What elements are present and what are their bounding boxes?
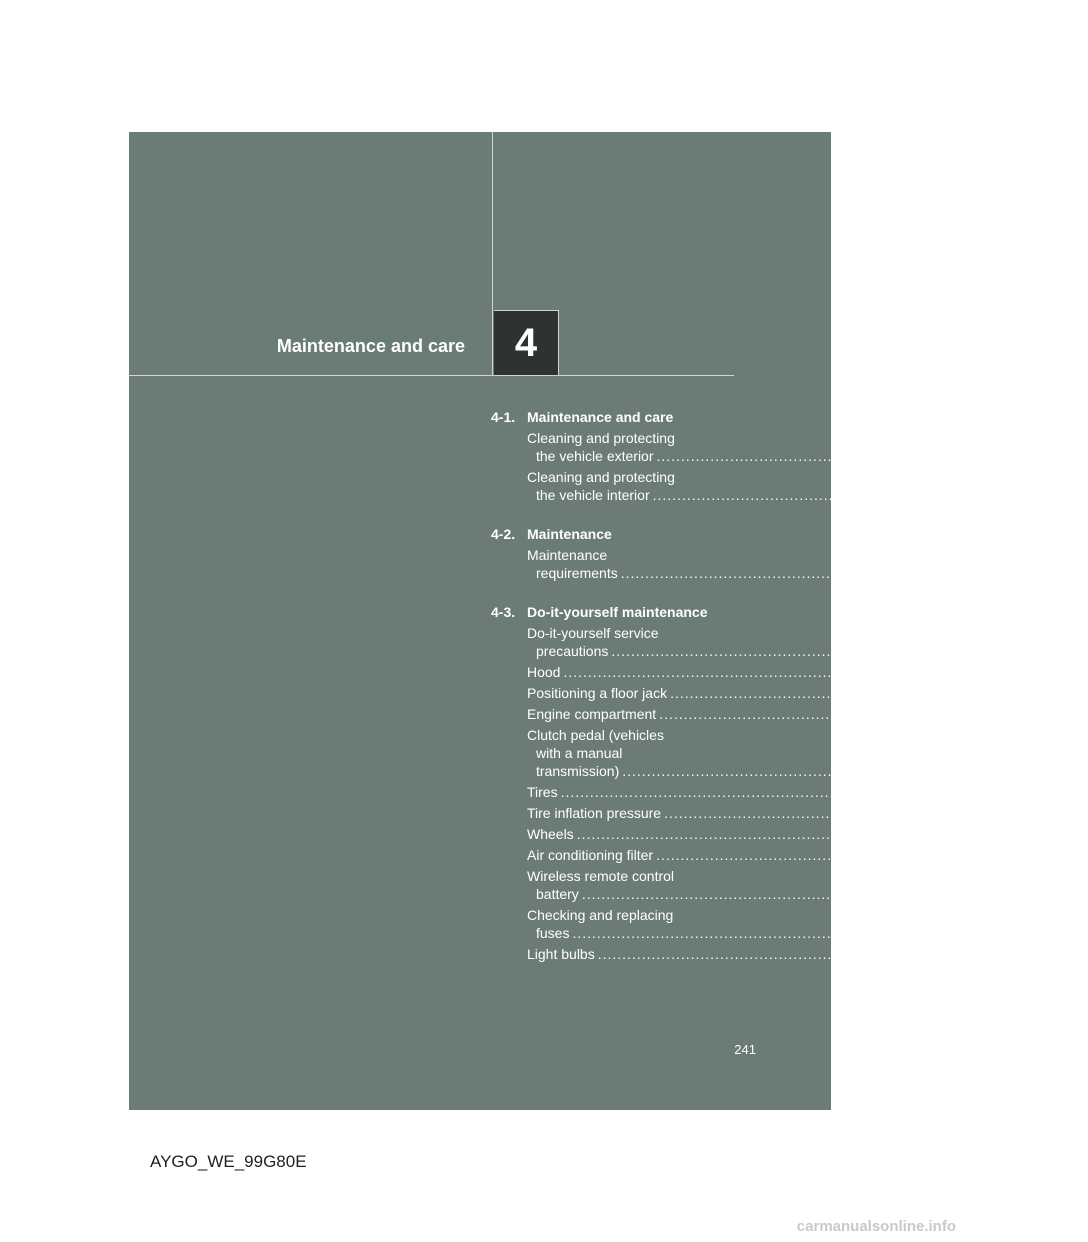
toc-entry[interactable]: [491, 867, 1000, 903]
toc-entry[interactable]: [491, 624, 1029, 660]
dot-leader: ................................................................................: [620, 565, 1012, 581]
toc-entry[interactable]: [491, 705, 1077, 723]
entry-page-number: 242: [1050, 448, 1075, 464]
document-code: AYGO_WE_99G80E: [150, 1152, 307, 1171]
toc-section: [491, 524, 1039, 582]
table-of-contents: [491, 407, 1088, 983]
entry-page-number: 257: [1064, 685, 1088, 701]
entry-text-line: Do-it-yourself service: [527, 625, 659, 641]
entry-page-number: 279: [1050, 847, 1074, 863]
entry-text-line: Wireless remote control: [527, 868, 675, 884]
entry-text-line: Positioning a floor jack: [527, 685, 668, 701]
toc-section: [491, 407, 1075, 504]
entry-text-line: transmission): [536, 763, 620, 779]
entry-page-number: 271: [1016, 763, 1040, 779]
section-heading[interactable]: [491, 524, 731, 544]
entry-text-line: Clutch pedal (vehicles: [527, 727, 664, 743]
entry-page-number: 248: [1014, 565, 1039, 581]
entry-page-number: 277: [970, 826, 995, 842]
dot-leader: ................................................................................: [563, 664, 955, 680]
section-title: Do-it-yourself maintenance: [527, 604, 708, 620]
vertical-divider: [492, 132, 493, 376]
section-heading[interactable]: [491, 602, 731, 622]
entry-text-line: Air conditioning filter: [527, 847, 654, 863]
toc-section: [491, 602, 1088, 963]
entry-text-line: requirements: [536, 565, 618, 581]
dot-leader: ................................................................................: [560, 784, 952, 800]
page-number: 241: [734, 1042, 756, 1057]
dot-leader: ................................................................................: [572, 925, 964, 941]
dot-leader: ................................................................................: [581, 886, 973, 902]
dot-leader: ................................................................................: [656, 847, 1048, 863]
section-number: 4-3.: [491, 604, 516, 620]
entry-page-number: 275: [1058, 805, 1082, 821]
section-heading[interactable]: [491, 407, 731, 427]
entry-text-line: fuses: [536, 925, 570, 941]
entry-text-line: Light bulbs: [527, 946, 595, 962]
entry-page-number: 292: [991, 946, 1016, 962]
entry-text-line: Maintenance: [527, 547, 608, 563]
entry-page-number: 245: [1046, 487, 1071, 503]
toc-entry[interactable]: [491, 468, 1071, 504]
chapter-number-box: [494, 310, 559, 375]
section-title: Maintenance: [527, 526, 612, 542]
dot-leader: ................................................................................: [664, 805, 1056, 821]
entry-text-line: Checking and replacing: [527, 907, 674, 923]
entry-page-number: 254: [957, 664, 981, 680]
chapter-number: 4: [514, 320, 538, 365]
entry-text-line: with a manual: [536, 745, 623, 761]
entry-text-line: precautions: [536, 643, 609, 659]
entry-page-number: 272: [954, 784, 979, 800]
entry-text-line: Hood: [527, 664, 561, 680]
entry-text-line: battery: [536, 886, 579, 902]
toc-entry[interactable]: [491, 684, 1088, 702]
toc-entry[interactable]: [491, 783, 979, 801]
section-number: 4-1.: [491, 409, 516, 425]
chapter-title: Maintenance and care: [276, 336, 465, 356]
entry-text-line: Wheels: [527, 826, 574, 842]
entry-text-line: Tires: [527, 784, 558, 800]
entry-text-line: the vehicle interior: [536, 487, 650, 503]
entry-page-number: 251: [1005, 643, 1029, 659]
dot-leader: ................................................................................: [652, 487, 1044, 503]
entry-text-line: Cleaning and protecting: [527, 430, 675, 446]
entry-text-line: Engine compartment: [527, 706, 657, 722]
toc-entry[interactable]: [491, 546, 1039, 582]
dot-leader: ................................................................................: [670, 685, 1062, 701]
entry-text-line: the vehicle exterior: [536, 448, 654, 464]
dot-leader: ................................................................................: [622, 763, 1014, 779]
dot-leader: ................................................................................: [597, 946, 989, 962]
dot-leader: ................................................................................: [656, 448, 1048, 464]
toc-entry[interactable]: [491, 804, 1082, 822]
entry-text-line: Cleaning and protecting: [527, 469, 675, 485]
dot-leader: ................................................................................: [611, 643, 1003, 659]
horizontal-divider: [129, 375, 734, 376]
toc-entry[interactable]: [491, 846, 1074, 864]
watermark: carmanualsonline.info: [796, 1218, 956, 1235]
entry-page-number: 282: [966, 925, 990, 941]
dot-leader: ................................................................................: [659, 706, 1051, 722]
section-number: 4-2.: [491, 526, 516, 542]
entry-page-number: 280: [975, 886, 1000, 902]
toc-entry[interactable]: [491, 906, 990, 942]
dot-leader: ................................................................................: [576, 826, 968, 842]
entry-page-number: 260: [1053, 706, 1077, 722]
toc-entry[interactable]: [491, 663, 981, 681]
toc-entry[interactable]: [491, 429, 1075, 465]
toc-entry[interactable]: [491, 945, 1016, 963]
section-title: Maintenance and care: [527, 409, 674, 425]
entry-text-line: Tire inflation pressure: [527, 805, 662, 821]
toc-entry[interactable]: [491, 726, 1040, 780]
toc-entry[interactable]: [491, 825, 995, 843]
